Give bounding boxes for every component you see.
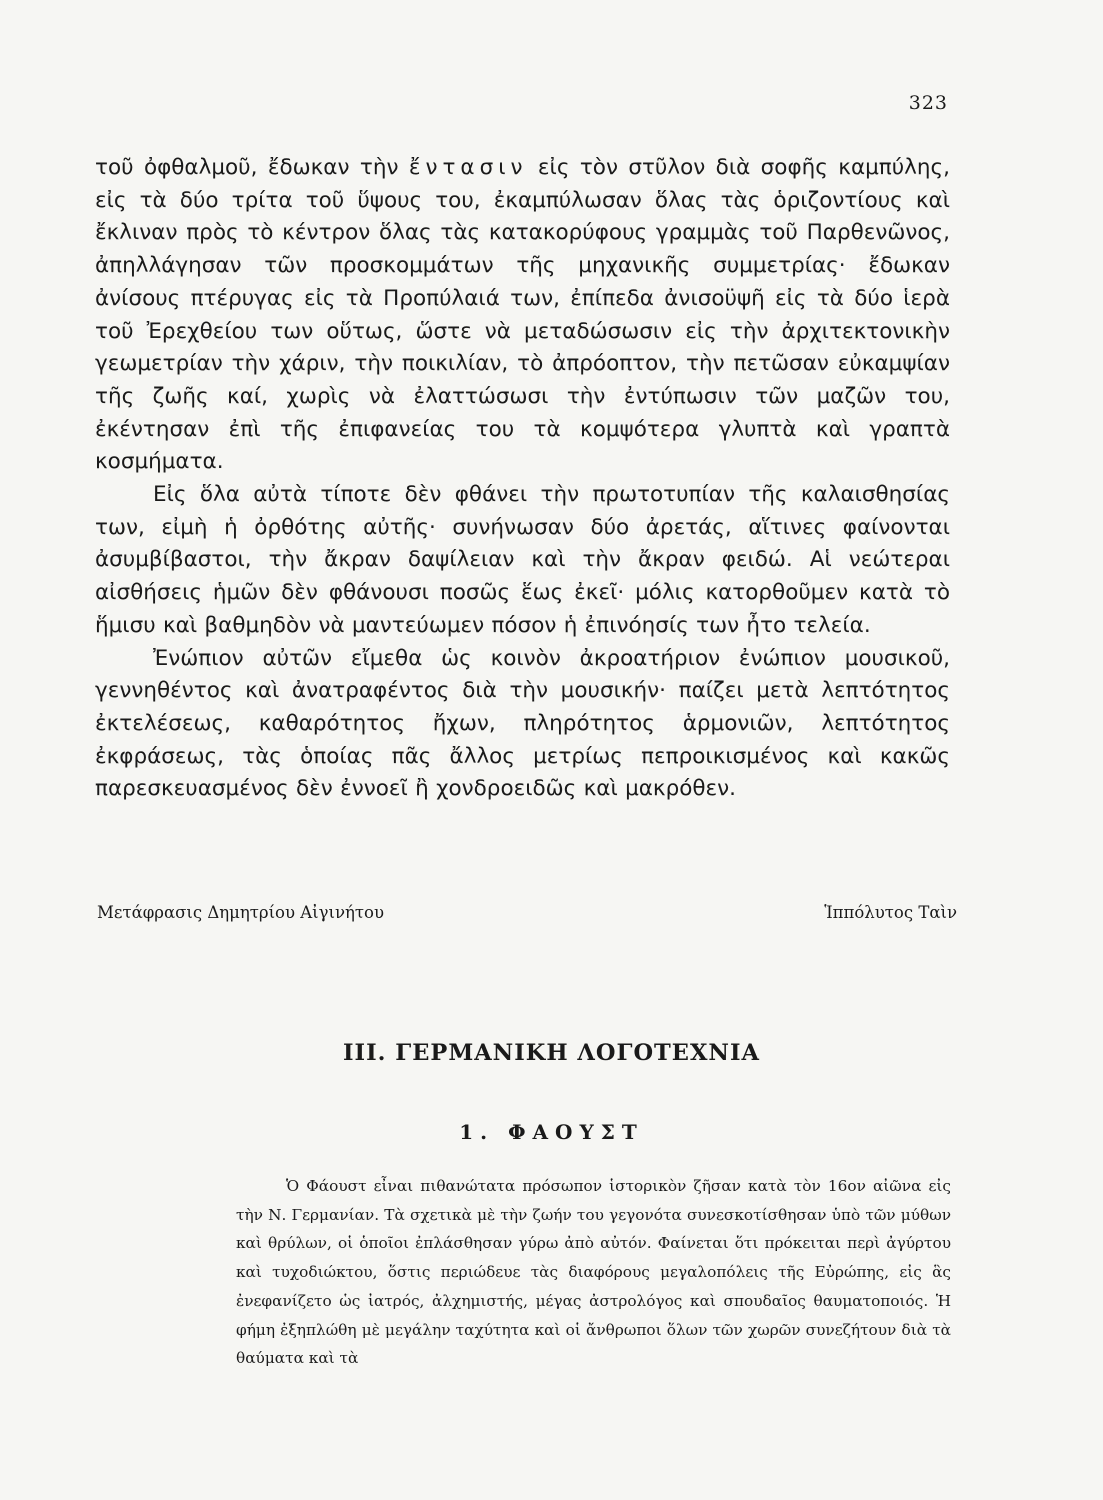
paragraph-1-rest: εἰς τὸν στῦλον διὰ σοφῆς καμπύλης, εἰς τὰ δύο τρίτα τοῦ ὕψους του, ἐκαμπύλωσαν ὅλας τὰς ὁριζοντίους καὶ ἔκλιναν πρὸς τὸ κέντρον ὅλας τὰς κατακορύφους γραμμὰς τοῦ Παρθενῶνος, ἀπηλλάγησαν τῶν προσκομμάτων τῆς μηχανικῆς συμμετρίας· ἔδωκαν ἀνίσους πτέρυγας εἰς τὰ Προπύλαιά των, ἐπίπεδα ἀνισοϋψῆ εἰς τὰ δύο ἱερὰ τοῦ Ἐρεχθείου των οὕτως, ὥστε νὰ μεταδώσωσιν εἰς τὴν ἀρχιτεκτονικὴν γεωμετρίαν τὴν χάριν, τὴν ποικιλίαν, τὸ ἀπρόοπτον, τὴν πετῶσαν εὐκαμψίαν τῆς ζωῆς καί, χωρὶς νὰ ἐλαττώσωσι τὴν ἐντύπωσιν τῶν μαζῶν του, ἐκέντησαν ἐπὶ τῆς ἐπιφανείας του τὰ κομψότερα γλυπτὰ καὶ γραπτὰ κοσμήματα. [95,155,950,475]
subsection-heading: 1. ΦΑΟΥΣΤ [459,1120,644,1144]
author-credit: Ἱππόλυτος Ταὶν [824,903,957,922]
paragraph-1-lead: τοῦ ὀφθαλμοῦ, ἔδωκαν τὴν [95,155,409,180]
main-text [95,152,950,806]
page-number: 323 [908,92,948,114]
emphasized-word: ἔντασιν [408,155,528,180]
paragraph-1 [95,152,950,479]
translator-credit: Μετάφρασις Δημητρίου Αἰγινήτου [97,903,384,922]
credit-line [97,903,957,922]
section-heading: III. ΓΕΡΜΑΝΙΚΗ ΛΟΓΟΤΕΧΝΙΑ [343,1040,760,1066]
faust-intro-paragraph: Ὁ Φάουστ εἶναι πιθανώτατα πρόσωπον ἱστορικὸν ζῆσαν κατὰ τὸν 16ον αἰῶνα εἰς τὴν Ν. Γερμανίαν. Τὰ σχετικὰ μὲ τὴν ζωήν του γεγονότα συνεσκοτίσθησαν ὑπὸ τῶν μύθων καὶ θρύλων, οἱ ὁποῖοι ἐπλάσθησαν γύρω ἀπὸ αὐτόν. Φαίνεται ὅτι πρόκειται περὶ ἀγύρτου καὶ τυχοδιώκτου, ὅστις περιώδευε τὰς διαφόρους μεγαλοπόλεις τῆς Εὐρώπης, εἰς ἃς ἐνεφανίζετο ὡς ἰατρός, ἀλχημιστής, μέγας ἀστρολόγος καὶ σπουδαῖος θαυματοποιός. Ἡ φήμη ἐξηπλώθη μὲ μεγάλην ταχύτητα καὶ οἱ ἄνθρωποι ὅλων τῶν χωρῶν συνεζήτουν διὰ τὰ θαύματα καὶ τὰ [236,1177,951,1368]
paragraph-3: Ἐνώπιον αὐτῶν εἴμεθα ὡς κοινὸν ἀκροατήριον ἐνώπιον μουσικοῦ, γεννηθέντος καὶ ἀνατραφέντος διὰ τὴν μουσικήν· παίζει μετὰ λεπτότητος ἐκτελέσεως, καθαρότητος ἤχων, πληρότητος ἁρμονιῶν, λεπτότητος ἐκφράσεως, τὰς ὁποίας πᾶς ἄλλος μετρίως πεπροικισμένος καὶ κακῶς παρεσκευασμένος δὲν ἐννοεῖ ἢ χονδροειδῶς καὶ μακρόθεν. [95,645,950,802]
paragraph-2: Εἰς ὅλα αὐτὰ τίποτε δὲν φθάνει τὴν πρωτοτυπίαν τῆς καλαισθησίας των, εἰμὴ ἡ ὀρθότης αὐτῆς· συνήνωσαν δύο ἀρετάς, αἵτινες φαίνονται ἀσυμβίβαστοι, τὴν ἄκραν δαψίλειαν καὶ τὴν ἄκραν φειδώ. Αἱ νεώτεραι αἰσθήσεις ἡμῶν δὲν φθάνουσι ποσῶς ἕως ἐκεῖ· μόλις κατορθοῦμεν κατὰ τὸ ἥμισυ καὶ βαθμηδὸν νὰ μαντεύωμεν πόσον ἡ ἐπινόησίς των ἦτο τελεία. [95,482,950,638]
